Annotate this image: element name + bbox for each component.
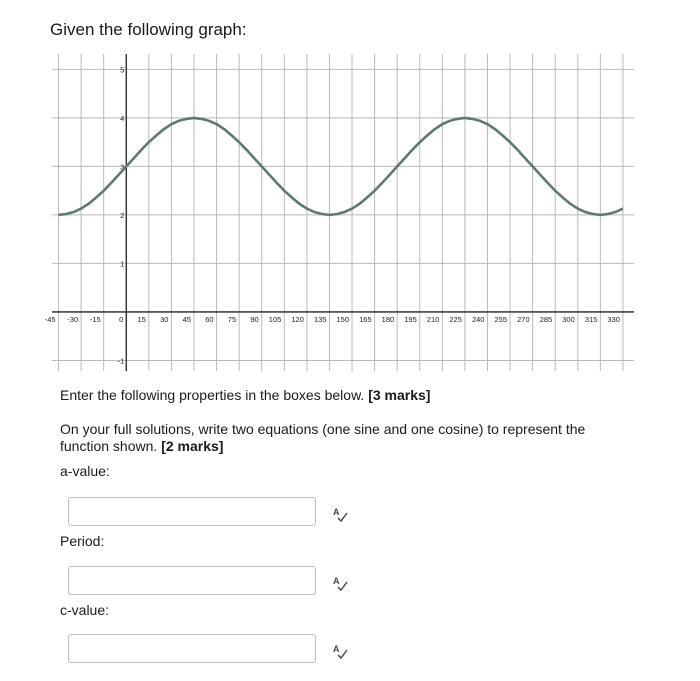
y-tick-label: 4 xyxy=(120,113,125,123)
svg-text:A: A xyxy=(333,507,340,517)
x-tick-label: -15 xyxy=(89,314,101,324)
y-tick-label: 5 xyxy=(120,65,125,75)
x-tick-labels xyxy=(45,315,620,324)
x-tick-label: 240 xyxy=(471,314,485,324)
instructions xyxy=(60,387,430,403)
x-tick-label: 75 xyxy=(227,314,237,324)
y-tick-label: 2 xyxy=(120,210,125,220)
x-tick-label: 270 xyxy=(517,314,530,324)
question-title: Given the following graph: xyxy=(50,20,247,39)
x-tick-label: 45 xyxy=(182,314,191,324)
period-input[interactable] xyxy=(68,566,316,595)
x-tick-label: 255 xyxy=(494,314,508,324)
x-tick-label: 195 xyxy=(404,314,417,324)
x-tick-label: 165 xyxy=(359,314,372,324)
note-marks: [2 marks] xyxy=(161,438,224,454)
c-value-input[interactable] xyxy=(68,634,316,663)
x-tick-label: 120 xyxy=(291,314,304,324)
solutions-note xyxy=(60,421,620,455)
x-tick-label: -30 xyxy=(67,314,79,324)
x-tick-label: 210 xyxy=(426,314,440,324)
x-tick-label: 15 xyxy=(137,314,146,324)
x-tick-label: 0 xyxy=(119,314,124,324)
x-tick-label: 315 xyxy=(584,314,598,324)
y-tick-label: 3 xyxy=(120,162,125,172)
x-tick-label: 285 xyxy=(539,314,553,324)
x-tick-label: 300 xyxy=(562,314,575,324)
x-tick-label: 135 xyxy=(313,314,327,324)
svg-text:A: A xyxy=(333,576,340,586)
instructions-text: Enter the following properties in the boxes below. xyxy=(60,387,365,403)
x-tick-label: 90 xyxy=(250,314,259,324)
svg-text:A: A xyxy=(333,644,340,654)
x-tick-label: 30 xyxy=(160,314,169,324)
x-tick-label: -45 xyxy=(44,314,56,324)
spellcheck-icon[interactable] xyxy=(332,506,348,522)
x-tick-label: 105 xyxy=(268,314,282,324)
x-tick-label: 60 xyxy=(205,314,214,324)
x-tick-label: 180 xyxy=(381,314,395,324)
a-value-label: a-value: xyxy=(60,463,110,479)
sine-graph xyxy=(44,50,638,375)
y-tick-label: -1 xyxy=(117,356,125,366)
period-label: Period: xyxy=(60,533,105,549)
spellcheck-icon[interactable] xyxy=(332,643,348,659)
x-tick-label: 330 xyxy=(607,314,620,324)
instructions-marks: [3 marks] xyxy=(368,387,431,403)
note-text: On your full solutions, write two equations (one sine and one cosine) to represent the function shown. xyxy=(60,421,586,454)
x-tick-label: 225 xyxy=(449,314,462,324)
y-tick-label: 1 xyxy=(120,259,125,269)
spellcheck-icon[interactable] xyxy=(332,575,348,591)
x-tick-label: 150 xyxy=(336,314,350,324)
a-value-input[interactable] xyxy=(68,497,316,526)
c-value-label: c-value: xyxy=(60,602,110,618)
